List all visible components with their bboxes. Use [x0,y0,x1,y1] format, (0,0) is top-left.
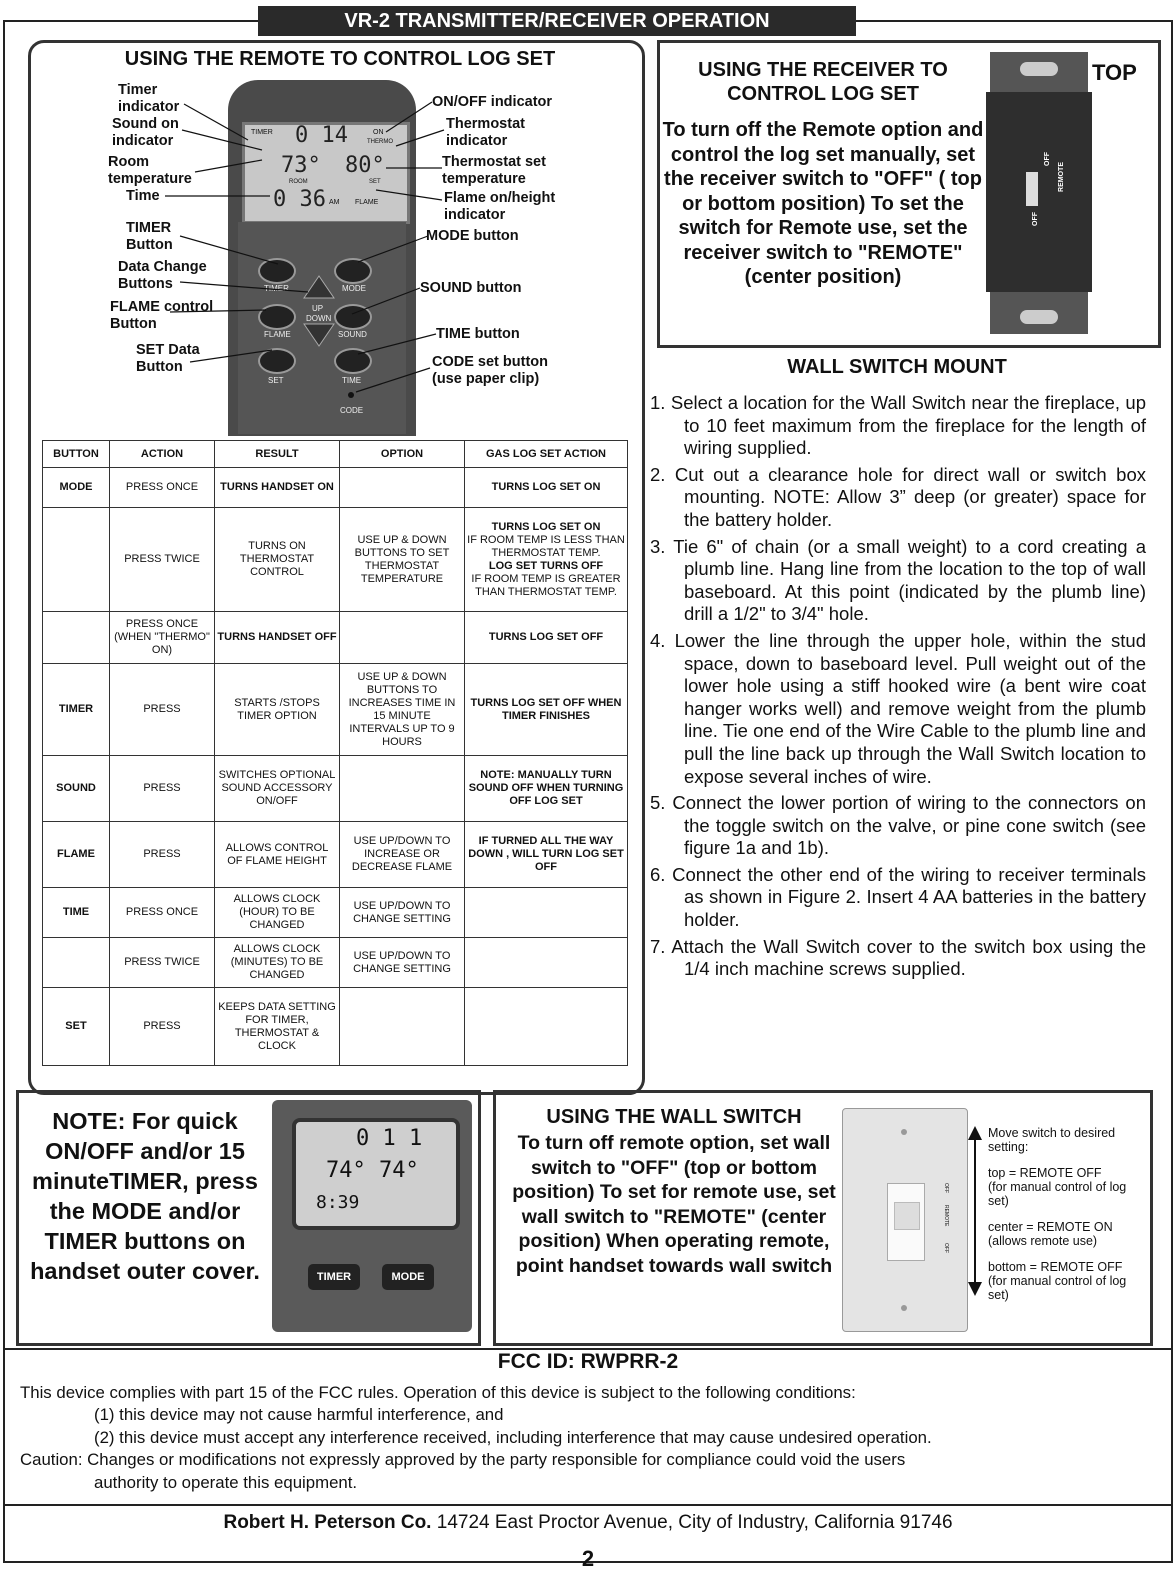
wall-switch-use-title: USING THE WALL SWITCH [546,1106,802,1128]
cell-action: PRESS ONCE [110,888,215,938]
list-item: 7. Attach the Wall Switch cover to the switch box using the 1/4 inch machine screws supplied. [650,935,1146,980]
mount-slot [1020,310,1058,324]
screw-icon [901,1129,907,1135]
column-header: ACTION [110,441,215,468]
lcd-clock: 0 36 [273,187,326,212]
cell-option [340,468,465,508]
company-address: 14724 East Proctor Avenue, City of Industry, California 91746 [436,1512,953,1533]
receiver-off-label: OFF [1044,152,1051,166]
lcd-am-label: AM [329,199,340,206]
list-item: 2. Cut out a clearance hole for direct wall or switch box mounting. NOTE: Allow 3” deep (or greater) space for the battery holder. [650,463,1146,530]
wall-switch-plate-image [842,1108,968,1332]
timer-key-label: TIMER [264,284,289,293]
wall-switch-toggle[interactable] [887,1183,925,1261]
list-item: 3. Tie 6" of chain (or a small weight) to a cord creating a plumb line. Hang line from the location to the top of wall baseboard. At this point (indicated by the plumb line) drill a 1/2" to 3/4" hole. [650,535,1146,625]
handset-lcd [292,1118,460,1230]
divider [3,1504,1173,1506]
button-operations-table [42,440,628,1066]
cell-option: USE UP/DOWN TO CHANGE SETTING [340,888,465,938]
cell-gas-action: TURNS LOG SET ON [465,468,628,508]
gas-action-line: LOG SET TURNS OFF [488,559,604,572]
mode-key-label: MODE [342,284,366,293]
handset-lcd-line: 74° 74° [326,1158,419,1183]
receiver-remote-label: REMOTE [1058,162,1065,192]
legend-bottom-note: (for manual control of log set) [988,1274,1127,1302]
table-row [43,938,628,988]
mode-cover-button[interactable]: MODE [382,1264,434,1290]
cell-button [43,612,110,664]
cell-result: TURNS HANDSET ON [215,468,340,508]
remote-keypad-area [238,222,406,434]
receiver-image [990,52,1088,334]
list-item: 5. Connect the lower portion of wiring to the connectors on the toggle switch on the valve, or pine cone switch (see figure 1a and 1b). [650,792,1146,859]
legend-top-note: (for manual control of log set) [988,1180,1127,1208]
lcd-timer-label: TIMER [251,129,273,136]
legend-top: top = REMOTE OFF [988,1166,1102,1180]
data-change-buttons-callout: Data Change Buttons [118,259,207,292]
set-data-button-callout: SET Data Button [136,342,200,375]
table-row [43,988,628,1066]
cell-gas-action: TURNS LOG SET OFF WHEN TIMER FINISHES [465,664,628,756]
cell-gas-action [465,988,628,1066]
table-row [43,888,628,938]
cell-option [340,988,465,1066]
table-header-row [43,441,628,468]
cell-button [43,508,110,612]
sound-key-label: SOUND [338,330,367,339]
company-name: Robert H. Peterson Co. [223,1512,432,1533]
quick-note-text: NOTE: For quick ON/OFF and/or 15 minuteTIMER, press the MODE and/or TIMER buttons on handset outer cover. [30,1108,260,1284]
wall-switch-use-text: To turn off remote option, set wall switch to "OFF" (top or bottom position) To set for remote use, set wall switch to "REMOTE" (center position) When operating remote, point handset towards wall switch [512,1132,836,1277]
flame-height-indicator-callout: Flame on/height indicator [444,190,556,223]
cell-result: ALLOWS CONTROL OF FLAME HEIGHT [215,822,340,888]
time-button-callout: TIME button [436,326,520,342]
cell-button: SOUND [43,756,110,822]
fcc-line: (2) this device must accept any interference received, including interference that may cause undesired operation. [94,1427,932,1447]
cell-action: PRESS [110,756,215,822]
flame-key-label: FLAME [264,330,291,339]
remote-section-title: USING THE REMOTE TO CONTROL LOG SET [124,48,556,70]
set-key[interactable] [258,348,296,374]
time-key-label: TIME [342,376,362,385]
timer-button-callout: TIMER Button [126,220,173,253]
cell-option: USE UP & DOWN BUTTONS TO SET THERMOSTAT TEMPERATURE [340,508,465,612]
top-label: TOP [1092,60,1137,85]
double-arrow-icon [966,1126,984,1296]
cell-action: PRESS [110,988,215,1066]
cell-gas-action: IF TURNED ALL THE WAY DOWN , WILL TURN LOG SET OFF [465,822,628,888]
legend-bottom: bottom = REMOTE OFF [988,1260,1123,1274]
gas-action-line: TURNS LOG SET ON [491,520,601,533]
fcc-statement [20,1382,1160,1494]
legend-center: center = REMOTE ON [988,1220,1113,1234]
thermostat-set-temperature-callout: Thermostat set temperature [442,154,546,187]
lcd-flame-label: FLAME [355,199,379,206]
cell-action: PRESS ONCE [110,468,215,508]
sound-key[interactable] [334,304,372,330]
column-header: OPTION [340,441,465,468]
cell-action: PRESS [110,822,215,888]
cell-gas-action [465,938,628,988]
cell-gas-action: TURNS LOG SET OFF [465,612,628,664]
timer-cover-button[interactable]: TIMER [308,1264,360,1290]
plate-off-label: OFF [943,1183,949,1193]
sound-button-callout: SOUND button [420,280,522,296]
switch-settings-legend [988,1126,1158,1302]
lcd-set-temp: 80° [345,153,385,178]
handset-lcd-line: 0 1 1 [356,1126,423,1151]
mount-slot [1020,62,1058,76]
thermostat-indicator-callout: Thermostat indicator [446,116,525,149]
cell-result: SWITCHES OPTIONAL SOUND ACCESSORY ON/OFF [215,756,340,822]
mode-key[interactable] [334,258,372,284]
time-key[interactable] [334,348,372,374]
table-row [43,508,628,612]
code-label: CODE [340,406,364,415]
plate-off-label: OFF [943,1243,949,1253]
cell-action: PRESS ONCE (WHEN "THERMO" ON) [110,612,215,664]
cell-option: USE UP/DOWN TO CHANGE SETTING [340,938,465,988]
cell-button: TIME [43,888,110,938]
cell-option: USE UP & DOWN BUTTONS TO INCREASES TIME IN 15 MINUTE INTERVALS UP TO 9 HOURS [340,664,465,756]
cell-option: USE UP/DOWN TO INCREASE OR DECREASE FLAME [340,822,465,888]
cell-button: SET [43,988,110,1066]
wall-switch-mount-title: WALL SWITCH MOUNT [787,356,1007,378]
cell-option [340,612,465,664]
cell-button [43,938,110,988]
cell-result: KEEPS DATA SETTING FOR TIMER, THERMOSTAT & CLOCK [215,988,340,1066]
flame-control-button-callout: FLAME control Button [110,299,214,332]
page-number: 2 [581,1546,595,1571]
cell-result: TURNS ON THERMOSTAT CONTROL [215,508,340,612]
cell-result: ALLOWS CLOCK (HOUR) TO BE CHANGED [215,888,340,938]
handset-lcd-line: 8:39 [316,1192,360,1213]
legend-center-note: (allows remote use) [988,1234,1098,1248]
wall-mount-steps [650,392,1146,985]
onoff-indicator-callout: ON/OFF indicator [432,94,553,110]
cell-button: TIMER [43,664,110,756]
down-label: DOWN [306,314,332,323]
receiver-section-title: USING THE RECEIVER TO CONTROL LOG SET [698,59,948,105]
cell-result: ALLOWS CLOCK (MINUTES) TO BE CHANGED [215,938,340,988]
cell-gas-action: NOTE: MANUALLY TURN SOUND OFF WHEN TURNING OFF LOG SET [465,756,628,822]
cell-button: MODE [43,468,110,508]
gas-action-line: IF ROOM TEMP IS GREATER THAN THERMOSTAT TEMP. [471,572,621,598]
code-set-button-callout: CODE set button (use paper clip) [432,354,548,387]
timer-key[interactable] [258,258,296,284]
column-header: BUTTON [43,441,110,468]
cell-result: TURNS HANDSET OFF [215,612,340,664]
flame-key[interactable] [258,304,296,330]
column-header: GAS LOG SET ACTION [465,441,628,468]
cell-action: PRESS [110,664,215,756]
toggle-knob[interactable] [894,1202,920,1230]
fcc-line: This device complies with part 15 of the FCC rules. Operation of this device is subject to the following conditions: [20,1383,856,1402]
fcc-line: (1) this device may not cause harmful interference, and [94,1405,504,1425]
page-title: VR-2 TRANSMITTER/RECEIVER OPERATION [258,6,856,36]
fcc-line: Caution: Changes or modifications not expressly approved by the party responsible for compliance could void the users [20,1450,906,1470]
lcd-thermo-label: THERMO [367,139,393,145]
fcc-line: authority to operate this equipment. [94,1472,358,1492]
table-row [43,664,628,756]
fcc-id-title: FCC ID: RWPRR-2 [497,1350,679,1373]
code-pinhole[interactable] [348,392,354,398]
handset-cover-image [272,1100,472,1332]
receiver-switch[interactable] [1026,172,1038,206]
plate-remote-label: REMOTE [943,1205,949,1227]
lcd-room-label: ROOM [289,179,308,185]
receiver-body [986,92,1092,292]
table-row [43,468,628,508]
timer-indicator-callout: Timer indicator [118,82,180,115]
screw-icon [901,1305,907,1311]
lcd-timer-value: 0 14 [295,123,348,148]
gas-action-line: IF ROOM TEMP IS LESS THAN THERMOSTAT TEMP. [467,533,625,559]
cell-gas-action [465,508,628,612]
up-label: UP [312,304,324,313]
sound-on-indicator-callout: Sound on indicator [112,116,179,149]
column-header: RESULT [215,441,340,468]
time-callout: Time [126,188,160,204]
list-item: 1. Select a location for the Wall Switch near the fireplace, up to 10 feet maximum from the fireplace for the length of wiring supplied. [650,392,1146,459]
legend-title: Move switch to desired setting: [988,1126,1116,1154]
cell-gas-action [465,888,628,938]
footer-address [0,1512,1176,1534]
cell-action: PRESS TWICE [110,938,215,988]
table-row [43,756,628,822]
receiver-off-label: OFF [1032,212,1039,226]
list-item: 4. Lower the line through the upper hole, within the stud space, down to baseboard level. Pull weight out of the lower hole using a stiff hooked wire (a bent wire coat hanger works well) and remove weight from the plumb line. Tie one end of the Wire Cable to the plumb line and pull the line back up through the Wall Switch location to expose several inches of wire. [650,629,1146,787]
lcd-room-temp: 73° [281,153,321,178]
cell-button: FLAME [43,822,110,888]
lcd-set-label: SET [369,179,381,185]
set-key-label: SET [268,376,284,385]
receiver-instructions: To turn off the Remote option and control the log set manually, set the receiver switch to "OFF" ( top or bottom position) To set the switch for Remote use, set the receiver switch to "REMOTE"(center position) [662,119,984,288]
cell-result: STARTS /STOPS TIMER OPTION [215,664,340,756]
list-item: 6. Connect the other end of the wiring to receiver terminals as shown in Figure 2. Insert 4 AA batteries in the battery holder. [650,863,1146,931]
cell-option [340,756,465,822]
remote-lcd-display [242,122,410,224]
room-temperature-callout: Room temperature [108,154,192,187]
cell-action: PRESS TWICE [110,508,215,612]
lcd-on-label: ON [373,129,384,136]
mode-button-callout: MODE button [426,228,519,244]
table-row [43,612,628,664]
table-row [43,822,628,888]
